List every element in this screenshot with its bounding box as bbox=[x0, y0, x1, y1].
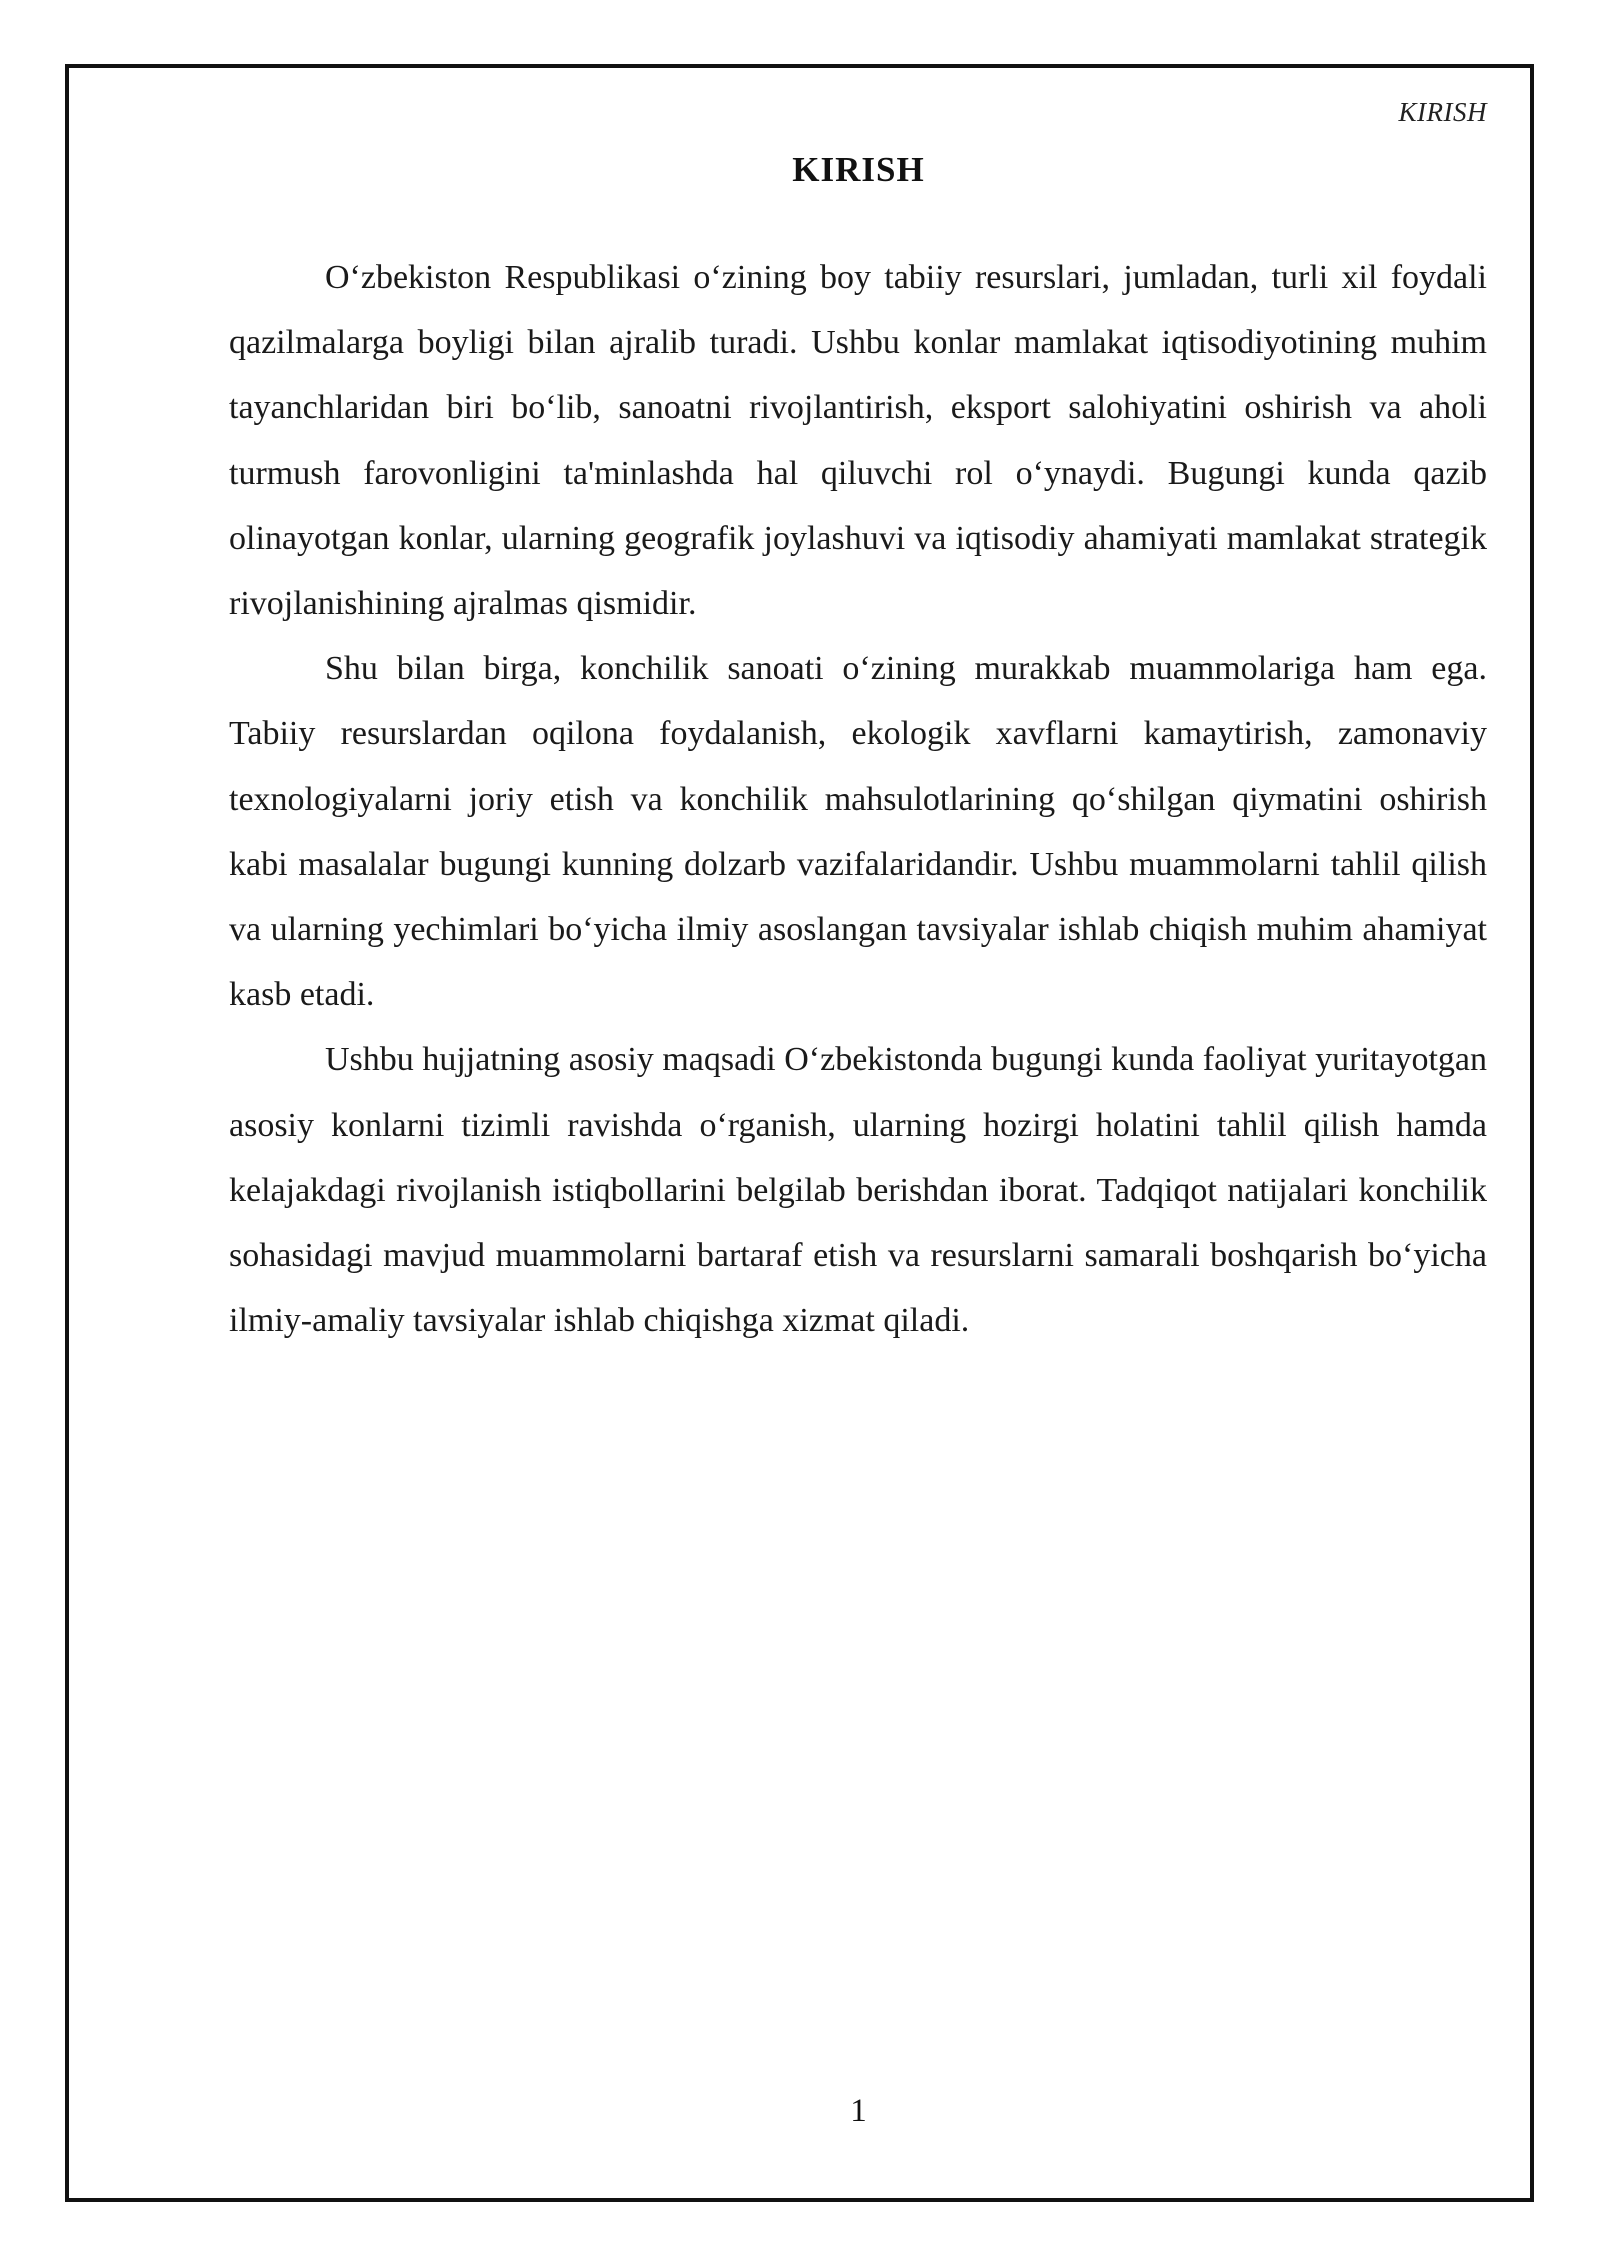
paragraph-problems: Shu bilan birga, konchilik sanoati o‘zining murakkab muammolariga ham ega. Tabiiy resurslardan oqilona foydalanish, ekologik xavflarni kamaytirish, zamonaviy texnologiyalarni joriy etish va konchilik mahsulotlarining qo‘shilgan qiymatini oshirish kabi masalalar bugungi kunning dolzarb vazifalaridandir. Ushbu muammolarni tahlil qilish va ularning yechimlari bo‘yicha ilmiy asoslangan tavsiyalar ishlab chiqish muhim ahamiyat kasb etadi. bbox=[229, 650, 1487, 1014]
document-body bbox=[229, 245, 1487, 1353]
paragraph-intro: O‘zbekiston Respublikasi o‘zining boy tabiiy resurslari, jumladan, turli xil foydali qazilmalarga boyligi bilan ajralib turadi. Ushbu konlar mamlakat iqtisodiyotining muhim tayanchlaridan biri bo‘lib, sanoatni rivojlantirish, eksport salohiyatini oshirish va aholi turmush farovonligini ta'minlashda hal qiluvchi rol o‘ynaydi. Bugungi kunda qazib olinayotgan konlar, ularning geografik joylashuvi va iqtisodiy ahamiyati mamlakat strategik rivojlanishining ajralmas qismidir. bbox=[229, 259, 1487, 623]
paragraph-goal: Ushbu hujjatning asosiy maqsadi O‘zbekistonda bugungi kunda faoliyat yuritayotgan asosiy konlarni tizimli ravishda o‘rganish, ularning hozirgi holatini tahlil qilish hamda kelajakdagi rivojlanish istiqbollarini belgilab berishdan iborat. Tadqiqot natijalari konchilik sohasidagi mavjud muammolarni bartaraf etish va resurslarni samarali boshqarish bo‘yicha ilmiy-amaliy tavsiyalar ishlab chiqishga xizmat qiladi. bbox=[229, 1041, 1487, 1340]
page-title: KIRISH bbox=[792, 150, 925, 189]
running-header: KIRISH bbox=[1398, 97, 1487, 127]
page-number: 1 bbox=[850, 2093, 867, 2129]
